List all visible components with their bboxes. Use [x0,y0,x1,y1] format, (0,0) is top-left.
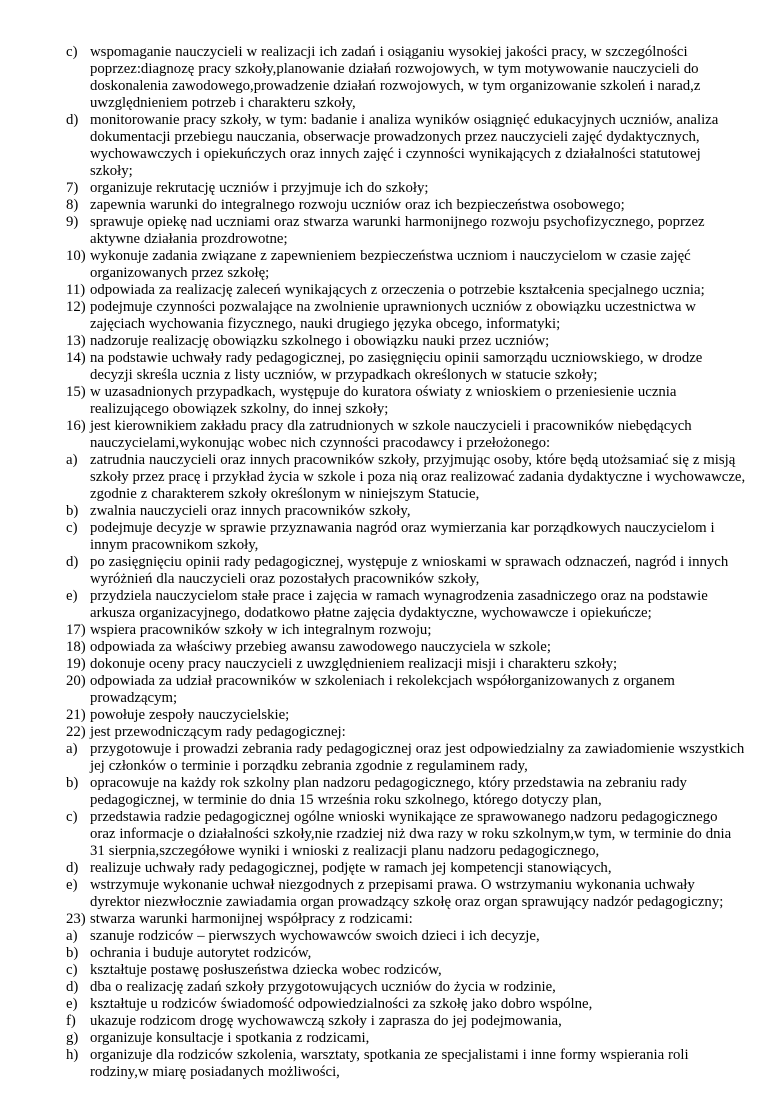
list-item [66,112,746,180]
list-item-label: 22) [66,724,86,740]
list-item [66,673,746,707]
list-item [66,197,746,214]
list-item-label: d) [66,979,79,995]
list-item-text: organizuje dla rodziców szkolenia, warsztaty, spotkania ze specjalistami i inne formy wspierania roli rodziny,w miarę posiadanych możliwości, [90,1047,689,1080]
list-item-label: e) [66,877,78,893]
list-item-text: nadzoruje realizację obowiązku szkolnego i obowiązku nauki przez uczniów; [90,333,550,349]
list-item-label: d) [66,112,79,128]
list-item-label: 15) [66,384,86,400]
list-item-label: 20) [66,673,86,689]
list-item [66,299,746,333]
list-item [66,554,746,588]
list-item [66,520,746,554]
list-item-text: dba o realizację zadań szkoły przygotowujących uczniów do życia w rodzinie, [90,979,556,995]
list-item-label: b) [66,503,79,519]
list-item [66,639,746,656]
list-item-text: monitorowanie pracy szkoły, w tym: badanie i analiza wyników osiągnięć edukacyjnych uczniów, analiza dokumentacji przebiegu nauczania, obserwacje prowadzonych przez nauczycieli zajęć dydaktycznych, wychowawczych i opiekuńczych oraz innych zajęć i czynności wynikających z działalności statutowej szkoły; [90,112,719,179]
list-item-label: f) [66,1013,76,1029]
list-item-label: a) [66,928,78,944]
list-item-text: po zasięgnięciu opinii rady pedagogicznej, występuje z wnioskami w sprawach odznaczeń, nagród i innych wyróżnień dla nauczycieli oraz pozostałych pracowników szkoły, [90,554,729,587]
list-item-text: organizuje rekrutację uczniów i przyjmuje ich do szkoły; [90,180,429,196]
list-item-text: kształtuje u rodziców świadomość odpowiedzialności za szkołę jako dobro wspólne, [90,996,593,1012]
list-item [66,911,746,928]
list-item [66,979,746,996]
list-item-text: odpowiada za realizację zaleceń wynikających z orzeczenia o potrzebie kształcenia specjalnego ucznia; [90,282,705,298]
list-item-label: 23) [66,911,86,927]
list-item-label: c) [66,44,78,60]
document-body [66,44,746,1081]
list-item [66,503,746,520]
list-item [66,248,746,282]
list-item-text: wykonuje zadania związane z zapewnieniem bezpieczeństwa uczniom i nauczycielom w czasie zajęć organizowanych przez szkołę; [90,248,691,281]
list-item [66,809,746,860]
list-item-text: szanuje rodziców – pierwszych wychowawców swoich dzieci i ich decyzje, [90,928,540,944]
list-item [66,44,746,112]
list-item-label: 13) [66,333,86,349]
list-item-label: 17) [66,622,86,638]
list-item-label: 7) [66,180,79,196]
list-item-text: jest przewodniczącym rady pedagogicznej: [90,724,346,740]
list-item-text: stwarza warunki harmonijnej współpracy z rodzicami: [90,911,413,927]
list-item-text: opracowuje na każdy rok szkolny plan nadzoru pedagogicznego, który przedstawia na zebraniu rady pedagogicznej, w terminie do dnia 15 września roku szkolnego, którego dotyczy plan, [90,775,687,808]
list-item-text: przedstawia radzie pedagogicznej ogólne wnioski wynikające ze sprawowanego nadzoru pedagogicznego oraz informacje o działalności szkoły,nie rzadziej niż dwa razy w roku szkolnym,w tym, w terminie do dnia 31 sierpnia,szczegółowe wyniki i wnioski z realizacji planu nadzoru pedagogicznego, [90,809,732,859]
list-item-text: podejmuje decyzje w sprawie przyznawania nagród oraz wymierzania kar porządkowych nauczycielom i innym pracownikom szkoły, [90,520,715,553]
list-item-text: przydziela nauczycielom stałe prace i zajęcia w ramach wynagrodzenia zasadniczego oraz na podstawie arkusza organizacyjnego, dodatkowo płatne zajęcia dydaktyczne, wychowawcze i opiekuńcze; [90,588,708,621]
list-item-text: realizuje uchwały rady pedagogicznej, podjęte w ramach jej kompetencji stanowiących, [90,860,612,876]
list-item-text: sprawuje opiekę nad uczniami oraz stwarza warunki harmonijnego rozwoju psychofizycznego, poprzez aktywne działania prozdrowotne; [90,214,705,247]
list-item [66,775,746,809]
list-item [66,962,746,979]
list-item-label: 19) [66,656,86,672]
list-item-label: 12) [66,299,86,315]
list-item-text: zapewnia warunki do integralnego rozwoju uczniów oraz ich bezpieczeństwa osobowego; [90,197,625,213]
list-item-label: 9) [66,214,79,230]
list-item-text: powołuje zespoły nauczycielskie; [90,707,290,723]
list-item-text: wspiera pracowników szkoły w ich integralnym rozwoju; [90,622,432,638]
list-item-label: c) [66,962,78,978]
list-item-label: h) [66,1047,79,1063]
list-item-text: odpowiada za udział pracowników w szkoleniach i rekolekcjach współorganizowanych z organem prowadzącym; [90,673,675,706]
list-item-label: 14) [66,350,86,366]
list-item-label: e) [66,996,78,1012]
list-item-label: 11) [66,282,86,298]
list-item [66,452,746,503]
list-item-label: d) [66,554,79,570]
list-item-label: 18) [66,639,86,655]
list-item-text: podejmuje czynności pozwalające na zwolnienie uprawnionych uczniów z obowiązku uczestnictwa w zajęciach wychowania fizycznego, nauki drugiego języka obcego, informatyki; [90,299,696,332]
list-item [66,622,746,639]
list-item [66,282,746,299]
list-item [66,1030,746,1047]
list-item-label: 16) [66,418,86,434]
list-item-label: b) [66,945,79,961]
list-item-label: c) [66,809,78,825]
list-item [66,656,746,673]
list-item-label: g) [66,1030,79,1046]
list-item-label: b) [66,775,79,791]
list-item-text: jest kierownikiem zakładu pracy dla zatrudnionych w szkole nauczycieli i pracowników niebędących nauczycielami,wykonując wobec nich czynności pracodawcy i przełożonego: [90,418,692,451]
list-item-label: 10) [66,248,86,264]
list-item-label: 21) [66,707,86,723]
list-item-label: d) [66,860,79,876]
list-item-text: zatrudnia nauczycieli oraz innych pracowników szkoły, przyjmując osoby, które będą utożsamiać się z misją szkoły przez pracę i przykład życia w szkole i poza nią oraz realizować zadania dydaktyczne i wychowawcze, zgodnie z charakterem szkoły określonym w niniejszym Statucie, [90,452,746,502]
list-item [66,588,746,622]
list-item-text: dokonuje oceny pracy nauczycieli z uwzględnieniem realizacji misji i charakteru szkoły; [90,656,618,672]
list-item-text: kształtuje postawę posłuszeństwa dziecka wobec rodziców, [90,962,442,978]
list-item [66,214,746,248]
list-item-text: organizuje konsultacje i spotkania z rodzicami, [90,1030,370,1046]
list-item-text: odpowiada za właściwy przebieg awansu zawodowego nauczyciela w szkole; [90,639,551,655]
list-item-text: na podstawie uchwały rady pedagogicznej, po zasięgnięciu opinii samorządu uczniowskiego, w drodze decyzji skreśla ucznia z listy uczniów, w przypadkach określonych w statucie szkoły; [90,350,703,383]
list-item [66,707,746,724]
list-item [66,741,746,775]
list-item [66,996,746,1013]
list-item [66,1047,746,1081]
list-item-text: wspomaganie nauczycieli w realizacji ich zadań i osiąganiu wysokiej jakości pracy, w szczególności poprzez:diagnozę pracy szkoły,planowanie działań rozwojowych, w tym motywowanie nauczycieli do doskonalenia zawodowego,prowadzenie działań rozwojowych, w tym organizowanie szkoleń i narad,z uwzględnieniem potrzeb i charakteru szkoły, [90,44,701,111]
list-item [66,350,746,384]
list-item [66,418,746,452]
list-item [66,877,746,911]
list-item [66,928,746,945]
list-item [66,384,746,418]
list-item-label: e) [66,588,78,604]
list-item-text: zwalnia nauczycieli oraz innych pracowników szkoły, [90,503,411,519]
list-item [66,1013,746,1030]
list-item-text: wstrzymuje wykonanie uchwał niezgodnych z przepisami prawa. O wstrzymaniu wykonania uchwały dyrektor niezwłocznie zawiadamia organ prowadzący szkołę oraz organ sprawujący nadzór pedagogiczny; [90,877,724,910]
list-item-label: c) [66,520,78,536]
list-item-text: w uzasadnionych przypadkach, występuje do kuratora oświaty z wnioskiem o przeniesienie ucznia realizującego obowiązek szkolny, do innej szkoły; [90,384,677,417]
list-item [66,180,746,197]
list-item-label: a) [66,452,78,468]
list-item [66,724,746,741]
list-item-text: ochrania i buduje autorytet rodziców, [90,945,312,961]
list-item [66,945,746,962]
list-item-text: ukazuje rodzicom drogę wychowawczą szkoły i zaprasza do jej podejmowania, [90,1013,562,1029]
list-item-text: przygotowuje i prowadzi zebrania rady pedagogicznej oraz jest odpowiedzialny za zawiadomienie wszystkich jej członków o terminie i porządku zebrania zgodnie z regulaminem rady, [90,741,745,774]
list-item-label: 8) [66,197,79,213]
list-item [66,860,746,877]
list-item [66,333,746,350]
list-item-label: a) [66,741,78,757]
